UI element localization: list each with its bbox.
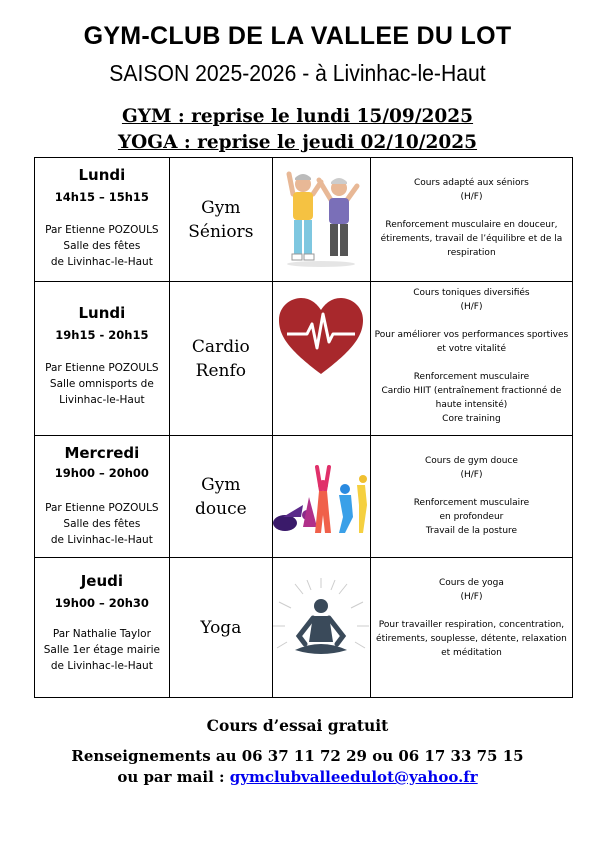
table-row (35, 282, 573, 436)
class-venue: Salle omnisports de (49, 378, 154, 390)
description-line: Cardio HIIT (entraînement fractionné de haute intensité) (381, 386, 562, 410)
mail-info (0, 768, 595, 786)
class-image-cell (272, 282, 370, 436)
description-line: Cours de yoga (438, 578, 504, 588)
class-day: Lundi (78, 166, 126, 184)
table-row (35, 558, 573, 698)
class-name: Gym (201, 474, 241, 495)
class-description (370, 558, 572, 698)
class-name: Gym (201, 197, 241, 218)
description-line: Renforcement musculaire (413, 372, 530, 382)
schedule-cell (35, 436, 170, 558)
class-day: Jeudi (80, 572, 124, 590)
description-line: Cours toniques diversifiés (413, 288, 530, 298)
description-line: Renforcement musculaire en douceur, étirements, travail de l’équilibre et de la respiration (380, 220, 563, 258)
class-venue: Salle des fêtes (63, 240, 141, 252)
table-row (35, 436, 573, 558)
schedule-cell (35, 158, 170, 282)
class-day: Mercredi (64, 444, 140, 462)
class-venue: Salle 1er étage mairie (43, 644, 160, 656)
class-description (370, 158, 572, 282)
description-line: Cours de gym douce (424, 456, 518, 466)
class-instructor: Par Nathalie Taylor (52, 628, 151, 640)
heart-pulse-icon (279, 298, 363, 378)
class-time: 14h15 – 15h15 (54, 190, 149, 204)
class-name: Renfo (195, 360, 246, 381)
class-name: Yoga (200, 617, 242, 638)
phone-info: Renseignements au 06 37 11 72 29 ou 06 17 33 75 15 (71, 747, 524, 765)
class-instructor: Par Etienne POZOULS (45, 502, 159, 514)
description-line: Cours adapté aux séniors (414, 178, 529, 188)
mail-prefix: ou par mail : (117, 768, 230, 786)
stretching-silhouettes-icon (273, 457, 369, 537)
description-line: (H/F) (460, 192, 483, 202)
schedule-cell (35, 282, 170, 436)
class-image-cell (272, 158, 370, 282)
description-line: Core training (442, 414, 501, 424)
class-instructor: Par Etienne POZOULS (45, 224, 159, 236)
class-instructor: Par Etienne POZOULS (45, 362, 159, 374)
class-venue: de Livinhac-le-Haut (50, 256, 153, 268)
description-line: Renforcement musculaire (413, 498, 530, 508)
class-image-cell (272, 558, 370, 698)
description-line: Travail de la posture (425, 526, 518, 536)
class-name-cell (169, 282, 272, 436)
class-name: Séniors (188, 221, 254, 242)
class-venue: de Livinhac-le-Haut (50, 660, 153, 672)
class-name-cell (169, 158, 272, 282)
class-image-cell (272, 436, 370, 558)
class-name-cell (169, 558, 272, 698)
description-line: Pour travailler respiration, concentration, étirements, souplesse, détente, relaxation et méditation (376, 620, 567, 658)
class-name: douce (195, 498, 247, 519)
class-time: 19h00 – 20h00 (54, 466, 149, 480)
class-venue: Salle des fêtes (63, 518, 141, 530)
schedule-table (34, 157, 573, 698)
description-line: (H/F) (460, 592, 483, 602)
class-venue: Livinhac-le-Haut (59, 394, 145, 406)
class-time: 19h00 – 20h30 (54, 596, 149, 610)
meditation-icon (273, 578, 369, 678)
class-name-cell (169, 436, 272, 558)
gym-reprise: GYM : reprise le lundi 15/09/2025 (121, 106, 474, 127)
yoga-reprise: YOGA : reprise le jeudi 02/10/2025 (117, 132, 478, 153)
description-line: (H/F) (460, 470, 483, 480)
page-title: GYM-CLUB DE LA VALLEE DU LOT (83, 22, 512, 50)
table-row (35, 158, 573, 282)
description-line: en profondeur (439, 512, 504, 522)
email-link[interactable]: gymclubvalleedulot@yahoo.fr (229, 768, 478, 786)
season-subtitle: SAISON 2025-2026 - à Livinhac-le-Haut (109, 60, 486, 86)
class-name: Cardio (191, 336, 250, 357)
class-description (370, 282, 572, 436)
class-description (370, 436, 572, 558)
description-line: (H/F) (460, 302, 483, 312)
trial-notice: Cours d’essai gratuit (206, 716, 389, 735)
class-time: 19h15 - 20h15 (55, 328, 149, 342)
schedule-cell (35, 558, 170, 698)
seniors-exercising-icon (279, 170, 363, 270)
class-day: Lundi (78, 304, 126, 322)
class-venue: de Livinhac-le-Haut (50, 534, 153, 546)
description-line: Pour améliorer vos performances sportives et votre vitalité (374, 330, 569, 354)
